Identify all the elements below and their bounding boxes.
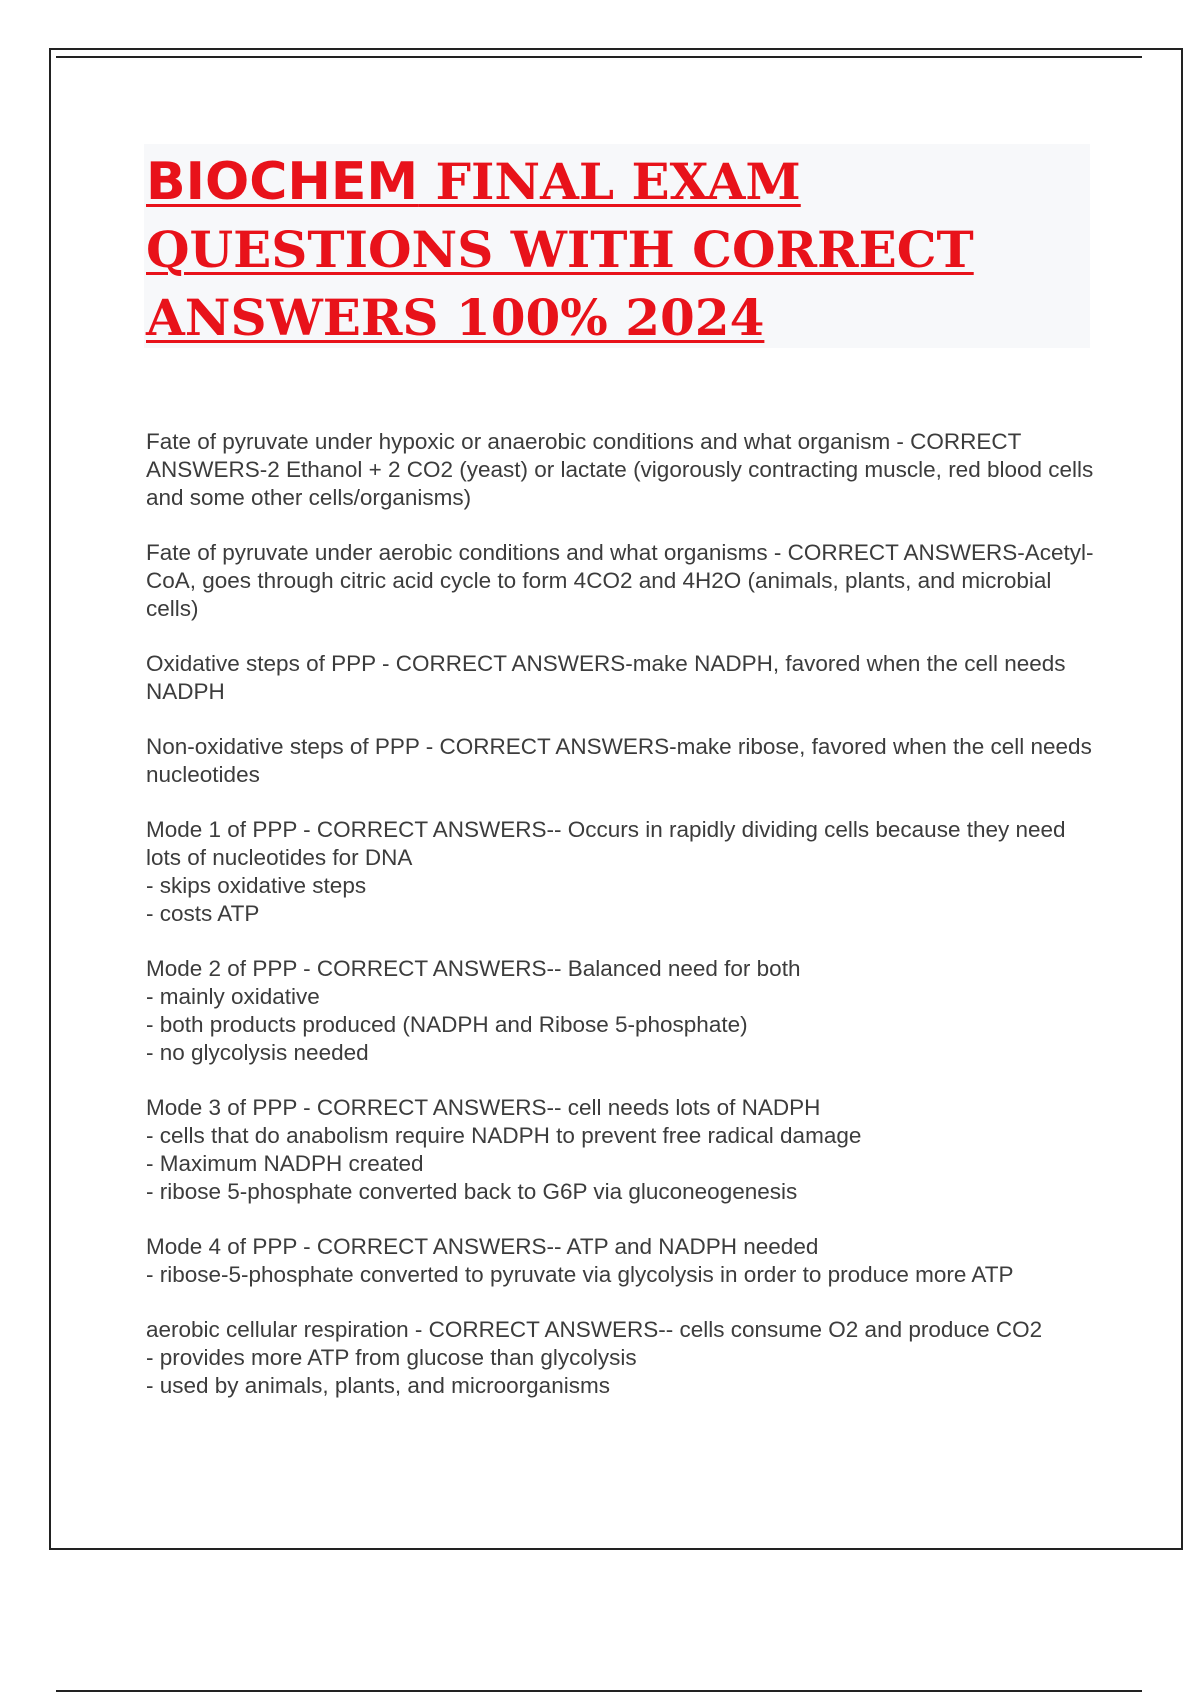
title-lead: BIOCHEM: [146, 152, 419, 212]
bottom-rule: [56, 1690, 1142, 1692]
qa-line: - ribose-5-phosphate converted to pyruvate via glycolysis in order to produce more ATP: [146, 1262, 1014, 1287]
qa-line: - no glycolysis needed: [146, 1040, 369, 1065]
qa-line: aerobic cellular respiration - CORRECT ANSWERS-- cells consume O2 and produce CO2: [146, 1317, 1043, 1342]
qa-line: - both products produced (NADPH and Ribose 5-phosphate): [146, 1012, 748, 1037]
qa-line: - provides more ATP from glucose than glycolysis: [146, 1345, 637, 1370]
qa-line: Mode 2 of PPP - CORRECT ANSWERS-- Balanced need for both: [146, 956, 801, 981]
qa-line: - Maximum NADPH created: [146, 1151, 424, 1176]
qa-entry: [146, 1094, 1096, 1206]
qa-line: Fate of pyruvate under aerobic conditions and what organisms - CORRECT ANSWERS-Acetyl-CoA, goes through citric acid cycle to form 4CO2 and 4H2O (animals, plants, and microbial cells): [146, 540, 1094, 621]
qa-line: Mode 1 of PPP - CORRECT ANSWERS-- Occurs in rapidly dividing cells because they need lots of nucleotides for DNA: [146, 817, 1066, 870]
qa-line: - used by animals, plants, and microorganisms: [146, 1373, 610, 1398]
qa-entry: [146, 955, 1096, 1067]
title-rest: FINAL EXAM QUESTIONS WITH CORRECT ANSWERS 100% 2024: [146, 152, 974, 347]
qa-entry: [146, 816, 1096, 928]
qa-line: - costs ATP: [146, 901, 260, 926]
qa-entry: [146, 539, 1096, 623]
qa-entry: [146, 650, 1096, 706]
qa-entry: [146, 733, 1096, 789]
title-block: [144, 144, 1090, 348]
qa-line: Mode 4 of PPP - CORRECT ANSWERS-- ATP and NADPH needed: [146, 1234, 819, 1259]
qa-line: Non-oxidative steps of PPP - CORRECT ANSWERS-make ribose, favored when the cell needs nucleotides: [146, 734, 1092, 787]
qa-line: - mainly oxidative: [146, 984, 320, 1009]
qa-line: - skips oxidative steps: [146, 873, 367, 898]
qa-line: Mode 3 of PPP - CORRECT ANSWERS-- cell needs lots of NADPH: [146, 1095, 821, 1120]
qa-entry: [146, 1233, 1096, 1289]
qa-entry: [146, 428, 1096, 512]
qa-line: Oxidative steps of PPP - CORRECT ANSWERS-make NADPH, favored when the cell needs NADPH: [146, 651, 1066, 704]
qa-entry: [146, 1316, 1096, 1400]
qa-line: Fate of pyruvate under hypoxic or anaerobic conditions and what organism - CORRECT ANSWERS-2 Ethanol + 2 CO2 (yeast) or lactate (vigorously contracting muscle, red blood cells and some other cells/organisms): [146, 429, 1094, 510]
qa-line: - ribose 5-phosphate converted back to G6P via gluconeogenesis: [146, 1179, 798, 1204]
qa-list: [146, 428, 1096, 1427]
document-title: [144, 144, 1090, 352]
qa-line: - cells that do anabolism require NADPH to prevent free radical damage: [146, 1123, 862, 1148]
top-rule: [56, 56, 1142, 58]
